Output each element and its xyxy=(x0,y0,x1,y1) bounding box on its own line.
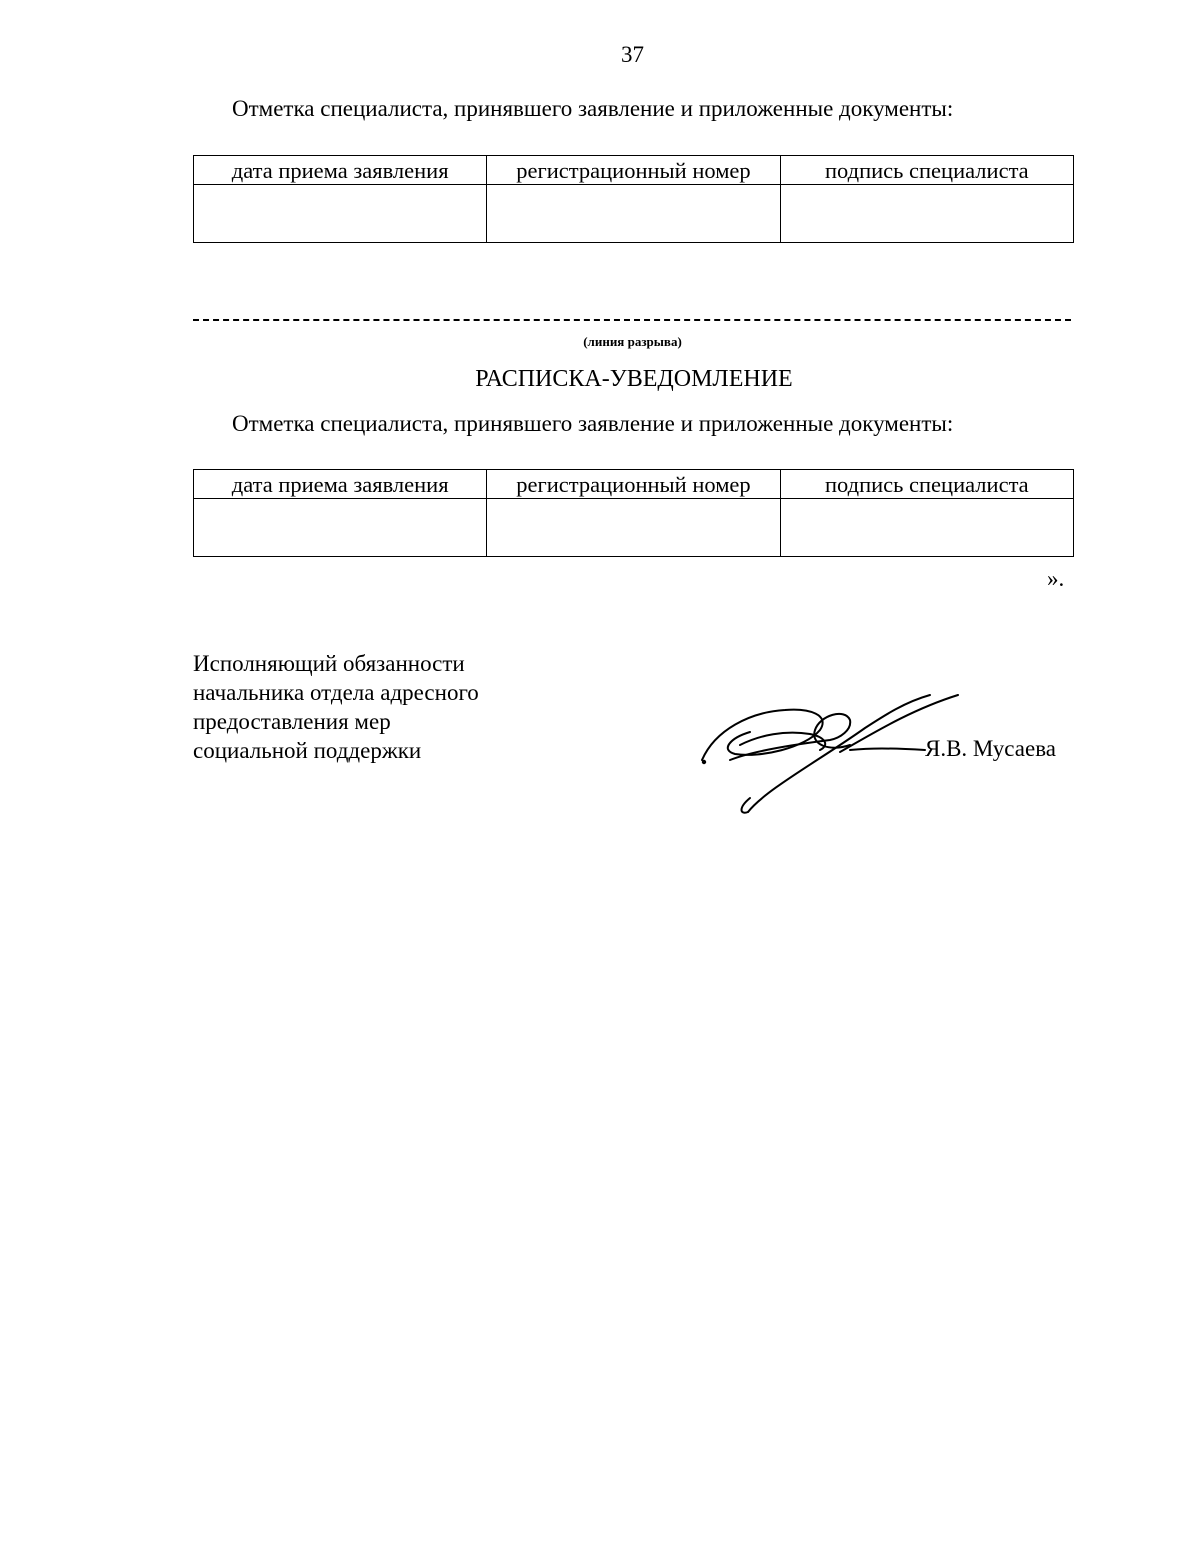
header-signature: подпись специалиста xyxy=(780,470,1073,499)
specialist-note-heading-receipt: Отметка специалиста, принявшего заявление и приложенные документы: xyxy=(232,411,954,436)
cut-line-caption: (линия разрыва) xyxy=(583,334,682,349)
table-row xyxy=(194,499,1074,557)
handwritten-signature xyxy=(690,690,960,820)
closing-quote: ». xyxy=(1047,566,1065,591)
table-header-row xyxy=(194,470,1074,499)
header-date: дата приема заявления xyxy=(194,470,487,499)
header-date: дата приема заявления xyxy=(194,156,487,185)
cut-line xyxy=(193,319,1071,321)
specialist-note-heading: Отметка специалиста, принявшего заявление и приложенные документы: xyxy=(232,96,954,121)
receipt-registration-table xyxy=(193,469,1074,557)
signer-position-line: социальной поддержки xyxy=(193,738,422,763)
cell-signature[interactable] xyxy=(780,185,1073,243)
table-row xyxy=(194,185,1074,243)
header-reg-number: регистрационный номер xyxy=(487,156,780,185)
cell-date[interactable] xyxy=(194,499,487,557)
signer-position-line: предоставления мер xyxy=(193,709,391,734)
receipt-title: РАСПИСКА-УВЕДОМЛЕНИЕ xyxy=(475,366,793,392)
cell-reg-number[interactable] xyxy=(487,499,780,557)
table-header-row xyxy=(194,156,1074,185)
signer-name: Я.В. Мусаева xyxy=(925,736,1056,761)
registration-table xyxy=(193,155,1074,243)
cell-date[interactable] xyxy=(194,185,487,243)
signer-position xyxy=(193,649,479,765)
signer-position-line: Исполняющий обязанности xyxy=(193,651,465,676)
signer-position-line: начальника отдела адресного xyxy=(193,680,479,705)
header-signature: подпись специалиста xyxy=(780,156,1073,185)
cell-reg-number[interactable] xyxy=(487,185,780,243)
cell-signature[interactable] xyxy=(780,499,1073,557)
header-reg-number: регистрационный номер xyxy=(487,470,780,499)
page-number: 37 xyxy=(621,42,644,67)
